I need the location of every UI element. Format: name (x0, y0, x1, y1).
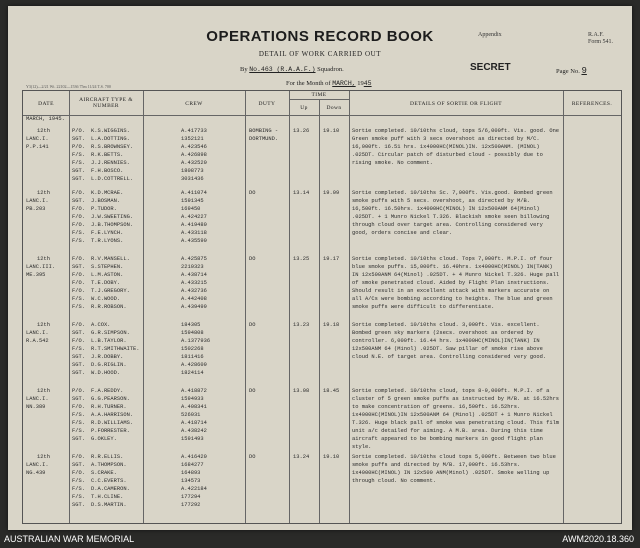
form-label: Form 541. (588, 39, 614, 45)
crew-number: A.425875 (181, 256, 207, 262)
crew-name: R.K.BETTS. (91, 152, 124, 158)
crew-role: SGT. (72, 396, 85, 402)
crew-role: F/S. (72, 152, 85, 158)
entry-duty: BOMBING - DORTMUND. (249, 128, 279, 142)
crew-name: L.A.DOTTING. (91, 136, 130, 142)
crew-role: SGT. (72, 502, 85, 508)
crew-name: A.A.HARRISON. (91, 412, 134, 418)
crew-name: T.R.LYONS. (91, 238, 124, 244)
crew-role: F/O. (72, 288, 85, 294)
crew-number: A.438242 (181, 428, 207, 434)
entry-time-down: 19.17 (323, 256, 340, 262)
crew-name: R.H.TURNER. (91, 404, 127, 410)
raaf-label: R.A.F. (588, 32, 604, 38)
crew-role: P/O. (72, 388, 85, 394)
page-number (556, 66, 587, 76)
crew-number: A.438714 (181, 272, 207, 278)
crew-role: SGT. (72, 264, 85, 270)
crew-name: J.R.DOBBY. (91, 354, 124, 360)
crew-role: F/S. (72, 346, 85, 352)
entry-time-up: 13.14 (293, 190, 310, 196)
col-rule (245, 91, 246, 523)
crew-number: 1591345 (181, 198, 204, 204)
crew-name: J.BOSMAN. (91, 198, 121, 204)
col-rule (319, 99, 320, 523)
appendix-label: Appendix (478, 32, 502, 38)
crew-role: F/S. (72, 478, 85, 484)
entry-duty: DO (249, 256, 256, 262)
entry-aircraft: LANC.I. (26, 462, 49, 468)
page-subtitle: DETAIL OF WORK CARRIED OUT (258, 50, 382, 58)
crew-name: P.TUDOR. (91, 206, 117, 212)
entry-duty: DO (249, 322, 256, 328)
crew-number: 1808773 (181, 168, 204, 174)
crew-role: SGT. (72, 330, 85, 336)
entry-time-up: 13.25 (293, 256, 310, 262)
crew-number: 134573 (181, 478, 201, 484)
crew-number: 184305 (181, 322, 201, 328)
crew-name: S.STEPHEN. (91, 264, 124, 270)
entry-date: 12th (37, 322, 50, 328)
squadron-value: No.463 (R.A.A.F.) (249, 66, 316, 73)
entry-duty: DO (249, 454, 256, 460)
crew-number: 3031436 (181, 176, 204, 182)
record-page (8, 6, 632, 530)
crew-role: F/O. (72, 280, 85, 286)
crew-number: A.439499 (181, 304, 207, 310)
entry-duty: DO (249, 190, 256, 196)
crew-name: J.B.THOMPSON. (91, 222, 134, 228)
crew-role: F/O. (72, 338, 85, 344)
crew-role: F/O. (72, 454, 85, 460)
entry-aircraft: LANC.I. (26, 396, 49, 402)
crew-number: 1352121 (181, 136, 204, 142)
crew-number: 169450 (181, 206, 201, 212)
year-prefix: 19 (357, 80, 364, 87)
crew-role: F/O. (72, 322, 85, 328)
crew-name: W.C.WOOD. (91, 296, 121, 302)
crew-name: G.OKLEY. (91, 436, 117, 442)
crew-role: F/S. (72, 238, 85, 244)
crew-role: SGT. (72, 354, 85, 360)
entry-aircraft: LANC.I. (26, 198, 49, 204)
crew-role: SGT. (72, 198, 85, 204)
month-line (286, 80, 372, 87)
crew-number: A.424227 (181, 214, 207, 220)
crew-role: F/S. (72, 160, 85, 166)
entry-details: Sortie completed. 10/10ths cloud. 3,000ft. Vis. excellent. Bombed green sky markers (2secs. overshoot as ordered by controller. 6,000ft. 16.44 hrs. 1x4000HC(MINOL)IN(TANK) IN 12x500ANM 64 (Minol) .025DT. Saw pillar of smoke rise above cloud N.E. of target area. Controlling considered very good. (352, 322, 547, 360)
crew-number: A.1377936 (181, 338, 211, 344)
crew-name: W.D.HOOD. (91, 370, 121, 376)
crew-name: T.J.GREGORY. (91, 288, 130, 294)
crew-role: F/S. (72, 420, 85, 426)
crew-number: A.433215 (181, 280, 207, 286)
crew-name: G.R.SIMPSON. (91, 330, 130, 336)
month-value: MARCH, (332, 80, 356, 87)
entry-aircraft: PB.203 (26, 206, 46, 212)
crew-role: F/O. (72, 404, 85, 410)
entry-time-up: 13.08 (293, 388, 310, 394)
month-prefix: For the Month of (286, 80, 331, 87)
crew-number: A.423546 (181, 144, 207, 150)
crew-role: SGT. (72, 168, 85, 174)
crew-role: F/S. (72, 494, 85, 500)
crew-name: D.G.RIGLIN. (91, 362, 127, 368)
col-references: REFERENCES. (571, 101, 613, 107)
crew-role: F/O. (72, 256, 85, 262)
entry-time-down: 19.09 (323, 190, 340, 196)
entry-aircraft: R.A.542 (26, 338, 49, 344)
entry-duty: DO (249, 388, 256, 394)
entry-date: 12th (37, 388, 50, 394)
crew-name: R.R.ELLIS. (91, 454, 124, 460)
crew-role: F/O. (72, 214, 85, 220)
crew-number: 2210323 (181, 264, 204, 270)
entry-details: Sortie completed. 10/10ths cloud, tops 8-9,000ft. M.P.I. of a cluster of 5 green smoke puffs as instructed by M/B. at 16.52hrs to make concentration of greens. 16,500ft. 16.52hrs. 1x4000HC(MINOL)IN 12x500ANM 64 (Minol) .025DT + 1 Munro Nickel T.326. Huge black pall of smoke was penetrating cloud. This film unit a/c detailed for aiming. A M.B. area. During this time aircraft appeared to be bombing markers in good flight plan style. (352, 388, 560, 450)
crew-name: K.D.MCRAE. (91, 190, 124, 196)
entry-time-up: 13.24 (293, 454, 310, 460)
crew-name: P.FORRESTER. (91, 428, 130, 434)
crew-number: A.417733 (181, 128, 207, 134)
crew-name: L.M.ASTON. (91, 272, 124, 278)
crew-number: A.428609 (181, 362, 207, 368)
crew-role: P/O. (72, 144, 85, 150)
crew-number: 1811416 (181, 354, 204, 360)
crew-number: 177292 (181, 502, 201, 508)
col-details: DETAILS OF SORTIE OR FLIGHT (410, 101, 502, 107)
entry-date: MARCH, 1945. (26, 116, 65, 122)
squadron-line (240, 66, 344, 73)
col-rule (563, 91, 564, 523)
crew-name: J.J.RENNIES. (91, 160, 130, 166)
crew-name: R.T.SMITHWAITE. (91, 346, 140, 352)
year-value: 45 (363, 80, 372, 87)
entry-time-up: 13.23 (293, 322, 310, 328)
entry-details: Sortie completed. 10/10ths cloud. Tops 7,000ft. M.P.I. of four blue smoke puffs. 15,000ft. 16.49hrs. 1x4000HC(MINOL) IN(TANK) IN 12x500ANM 64(Minol) .025DT. + 4 Munro Nickel T.326. Huge pall of smoke penetrated cloud. Aided by Flight Plan instructions. Should result in an excellent attack with markers accurate on all A/Cs were bombing according to heights. The blue and green smoke puffs were difficult to differentiate. (352, 256, 560, 310)
entry-aircraft: ME.395 (26, 272, 46, 278)
crew-name: S.CRAKE. (91, 470, 117, 476)
crew-number: 1594933 (181, 396, 204, 402)
entry-time-down: 19.10 (323, 128, 340, 134)
col-rule (289, 91, 290, 523)
crew-number: 1502268 (181, 346, 204, 352)
entry-aircraft: LANC.III. (26, 264, 56, 270)
crew-number: A.411074 (181, 190, 207, 196)
crew-number: A.418872 (181, 388, 207, 394)
crew-number: A.432736 (181, 288, 207, 294)
crew-role: F/S. (72, 486, 85, 492)
entry-details: Sortie completed. 10/10ths Sc. 7,000ft. Vis.good. Bombed green smoke puffs with 5 secs. overshoot, as directed by M/B. 16,500ft. 16.50hrs. 1x4000HC(MINOL) IN 12x500ANM 64(Minol) .025DT. + 1 Munro Nickel T.326. Blackish smoke seen billowing through cloud over target area. Controlling considered very good, orders concise and clear. (352, 190, 553, 236)
col-rule (143, 91, 144, 523)
crew-role: F/O. (72, 222, 85, 228)
crew-name: T.H.CLINE. (91, 494, 124, 500)
crew-role: SGT. (72, 436, 85, 442)
entry-aircraft: P.P.141 (26, 144, 49, 150)
page-label: Page No. (556, 68, 580, 75)
crew-number: A.433118 (181, 230, 207, 236)
entry-time-down: 18.45 (323, 388, 340, 394)
header-rule (23, 115, 621, 116)
entry-aircraft: LANC.I. (26, 136, 49, 142)
col-down: Down (326, 105, 342, 111)
crew-name: C.C.EVERTS. (91, 478, 127, 484)
col-date: DATE (38, 101, 54, 107)
crew-name: F.H.BOSCO. (91, 168, 124, 174)
crew-number: A.416420 (181, 454, 207, 460)
crew-name: D.S.MARTIN. (91, 502, 127, 508)
page-value: 9 (581, 66, 587, 76)
crew-role: F/S. (72, 428, 85, 434)
entry-time-up: 13.26 (293, 128, 310, 134)
page-title: OPERATIONS RECORD BOOK (206, 28, 434, 45)
crew-role: F/O. (72, 190, 85, 196)
col-aircraft: AIRCRAFT TYPE & NUMBER (79, 97, 133, 109)
crew-number: A.419480 (181, 222, 207, 228)
crew-name: F.E.LYNCH. (91, 230, 124, 236)
entry-time-down: 19.18 (323, 322, 340, 328)
crew-number: A.432520 (181, 160, 207, 166)
entry-date: 12th (37, 190, 50, 196)
col-rule (349, 91, 350, 523)
crew-role: F/O. (72, 470, 85, 476)
crew-number: 526031 (181, 412, 201, 418)
record-table (22, 90, 622, 524)
crew-name: L.D.COTTRELL. (91, 176, 134, 182)
crew-name: R.S.BROWNSEY. (91, 144, 134, 150)
col-up: Up (300, 105, 308, 111)
crew-name: R.R.ROBSON. (91, 304, 127, 310)
crew-role: SGT. (72, 176, 85, 182)
crew-role: SGT. (72, 362, 85, 368)
entry-date: 12th (37, 128, 50, 134)
footer-credit: AUSTRALIAN WAR MEMORIAL (4, 534, 135, 544)
time-rule (289, 99, 349, 100)
crew-number: A.435590 (181, 238, 207, 244)
crew-role: F/O. (72, 272, 85, 278)
col-rule (69, 91, 70, 523)
crew-name: D.A.CAMERON. (91, 486, 130, 492)
crew-number: 1594808 (181, 330, 204, 336)
crew-role: F/S. (72, 304, 85, 310)
crew-name: A.COX. (91, 322, 111, 328)
crew-role: SGT. (72, 136, 85, 142)
crew-name: R.V.MANSELL. (91, 256, 130, 262)
col-duty: DUTY (258, 101, 276, 107)
crew-name: L.B.TAYLOR. (91, 338, 127, 344)
secret-stamp: SECRET (470, 62, 511, 73)
crew-number: A.426898 (181, 152, 207, 158)
crew-name: K.S.WIGGINS. (91, 128, 130, 134)
crew-number: A.442408 (181, 296, 207, 302)
col-crew: CREW (185, 101, 203, 107)
crew-name: G.G.PEARSON. (91, 396, 130, 402)
by-label: By (240, 66, 248, 73)
crew-number: 1591493 (181, 436, 204, 442)
crew-name: J.W.SWEETING. (91, 214, 134, 220)
crew-number: A.418714 (181, 420, 207, 426)
crew-role: F/S. (72, 296, 85, 302)
crew-role: F/S. (72, 230, 85, 236)
col-time: TIME (311, 92, 327, 98)
entry-details: Sortie completed. 10/10ths cloud, tops 5/6,000ft. Vis. good. One Green smoke puff with 3 secs overshoot as directed by M/C. 16,000ft. 16.51 hrs. 1x4000HC(MINOL)IN. 12x500ANM. (MINOL) .025DT. Circular patch of disturbed cloud - possibly due to rising smoke. No comment. (352, 128, 560, 166)
footer-accession: AWM2020.18.360 (562, 534, 634, 544)
crew-role: SGT. (72, 370, 85, 376)
entry-date: 12th (37, 256, 50, 262)
entry-aircraft: NN.389 (26, 404, 46, 410)
squadron-label: Squadron. (317, 66, 344, 73)
crew-name: F.A.REDDY. (91, 388, 124, 394)
entry-date: 12th (37, 454, 50, 460)
print-code: Y3(12)—2/21 Wt. 22102—1536 75m 11/24 T.S. 700 (26, 84, 111, 89)
entry-details: Sortie completed. 10/10ths cloud tops 5,000ft. Between two blue smoke puffs and directed by M/B. 17,000ft. 16.53hrs. 1x4000HC(MINOL) IN 12x500 ANM(Minol) .025DT. Smoke welling up through cloud. No comment. (352, 454, 556, 484)
crew-number: 1824114 (181, 370, 204, 376)
entry-aircraft: NG.439 (26, 470, 46, 476)
crew-number: A.408341 (181, 404, 207, 410)
crew-number: 1684277 (181, 462, 204, 468)
crew-number: 164893 (181, 470, 201, 476)
crew-role: P/O. (72, 128, 85, 134)
crew-name: T.E.DOBY. (91, 280, 121, 286)
crew-role: F/S. (72, 412, 85, 418)
crew-role: SGT. (72, 462, 85, 468)
entry-time-down: 19.10 (323, 454, 340, 460)
crew-role: F/O. (72, 206, 85, 212)
crew-number: 177294 (181, 494, 201, 500)
crew-number: A.422184 (181, 486, 207, 492)
entry-aircraft: LANC.I. (26, 330, 49, 336)
crew-name: R.D.WILLIAMS. (91, 420, 134, 426)
crew-name: A.THOMPSON. (91, 462, 127, 468)
